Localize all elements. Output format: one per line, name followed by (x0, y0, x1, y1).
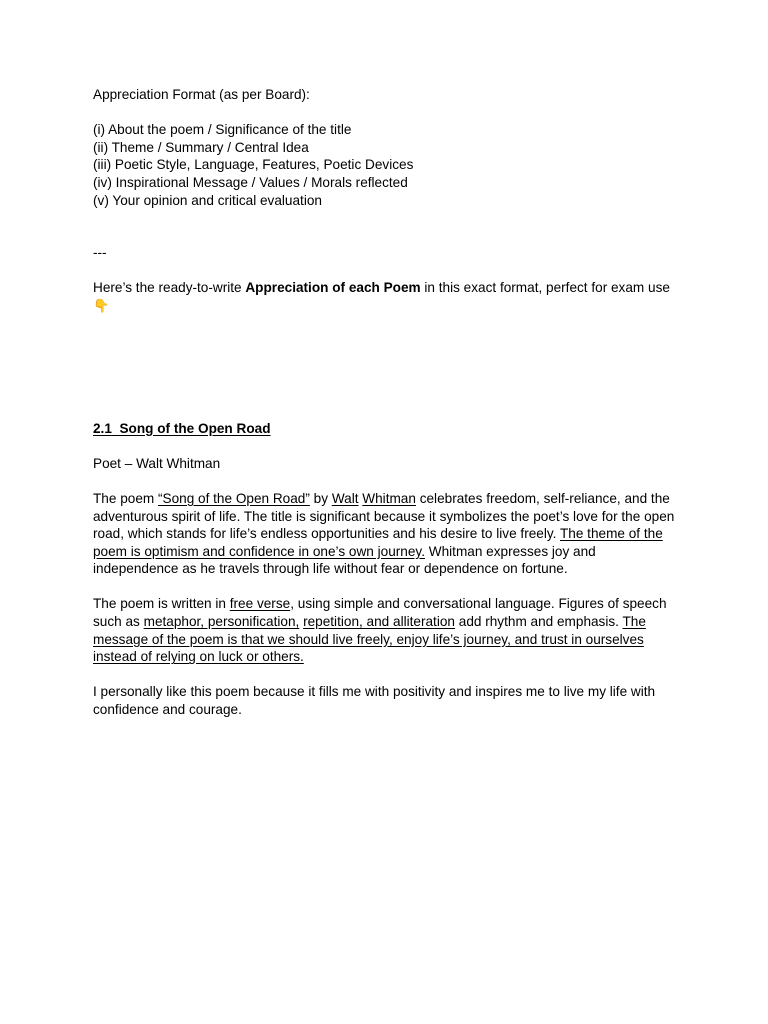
text-span: Whitman expresses joy and independence as he travels through life without fear or dependence on fortune. (93, 543, 596, 577)
format-item: (ii) Theme / Summary / Central Idea (93, 139, 309, 155)
free-verse-underlined-text: free verse (229, 596, 291, 612)
poet-last-name-link: Whitman (362, 490, 416, 506)
separator: --- (93, 245, 107, 261)
section-number: 2.1 (93, 420, 112, 436)
intro-bold-text: Appreciation of each Poem (245, 280, 421, 296)
intro-paragraph (93, 279, 683, 315)
paragraph-about-theme (93, 490, 683, 578)
text-span: The poem is written in (93, 596, 230, 612)
section-heading (93, 420, 683, 438)
format-item: (iv) Inspirational Message / Values / Morals reflected (93, 174, 408, 190)
format-heading: Appreciation Format (as per Board): (93, 87, 310, 102)
format-item: (v) Your opinion and critical evaluation (93, 192, 322, 208)
paragraph-opinion: I personally like this poem because it fills me with positivity and inspires me to live my life with confidence and courage. (93, 684, 656, 718)
devices-underlined-text: metaphor, personification, (143, 614, 300, 630)
text-span: add rhythm and emphasis. (454, 614, 623, 630)
poet-line: Poet – Walt Whitman (93, 455, 221, 471)
text-span: by (309, 490, 332, 506)
poet-first-name-link: Walt (331, 490, 359, 506)
format-item: (i) About the poem / Significance of the title (93, 122, 352, 138)
text-span: celebrates freedom, self-reliance, and the adventurous spirit of life. The title is significant because it symbolizes the poet’s love for the open road, which stands for life’s endless opportunities and his desire to live freely. (93, 490, 675, 542)
poem-title-link: “Song of the Open Road” (157, 490, 310, 506)
devices-underlined-text: repetition, and alliteration (303, 614, 455, 630)
document-page (93, 86, 683, 719)
theme-underlined-text: The theme of the poem is optimism and confidence in one’s own journey. (93, 526, 663, 559)
pointing-down-icon: 👇 (93, 298, 110, 314)
intro-text-end: in this exact format, perfect for exam use (420, 280, 670, 296)
paragraph-style-message (93, 595, 683, 665)
section-title: Song of the Open Road (119, 420, 271, 436)
message-underlined-text: The message of the poem is that we should live freely, enjoy life’s journey, and trust in ourselves instead of relying on luck or others. (93, 614, 646, 665)
text-span: The poem (93, 490, 158, 506)
format-item: (iii) Poetic Style, Language, Features, Poetic Devices (93, 157, 414, 173)
intro-text: Here’s the ready-to-write (93, 280, 246, 296)
text-span: , using simple and conversational language. Figures of speech such as (93, 596, 667, 630)
